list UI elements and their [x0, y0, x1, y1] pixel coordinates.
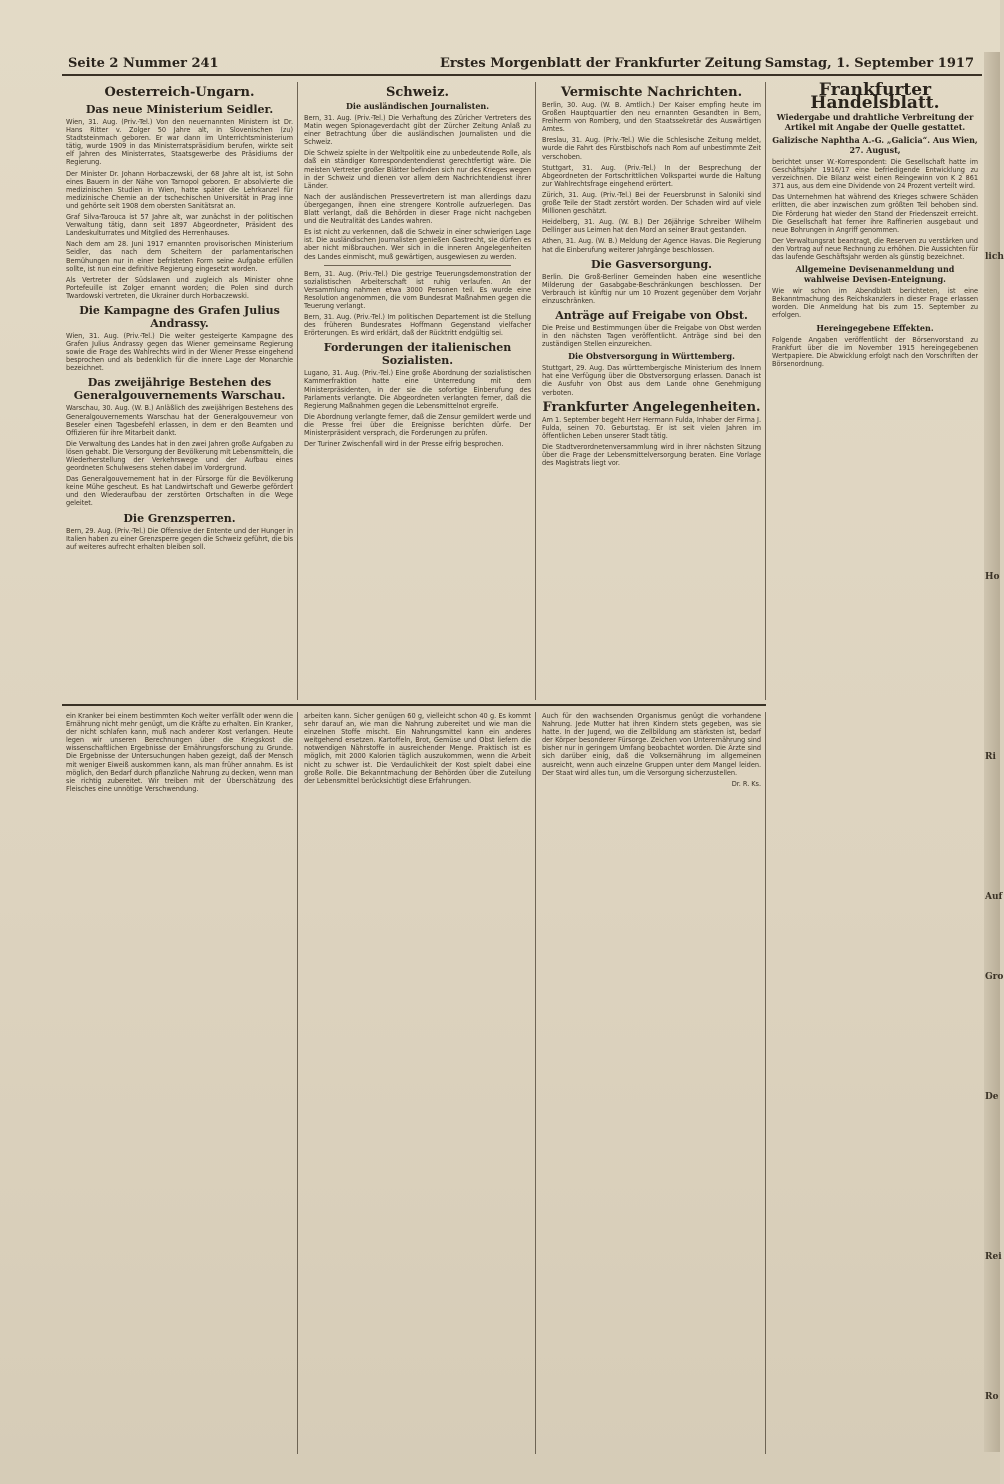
article-text: Breslau, 31. Aug. (Priv.-Tel.) Wie die Schlesische Zeitung meldet, wurde die Fahrt des Fürstbischofs nach Rom auf unbestimmte Zeit verschoben.	[542, 136, 761, 161]
article-heading: Forderungen der italienischen Sozialisten.	[323, 341, 512, 368]
article-text: Die Verwaltung des Landes hat in den zwei Jahren große Aufgaben zu lösen gehabt. Die Versorgung der Bevölkerung mit Lebensmitteln, die Wiederherstellung der Verkehrswege und der Aufbau eines geordneten Schulwesens stehen dabei im Vordergrund.	[66, 439, 293, 473]
article-text: Auch für den wachsenden Organismus genügt die vorhandene Nahrung. Jede Mutter hat ihren Kindern stets gegeben, was sie hatte. In der Jugend, wo die Zellbildung am stärksten ist, bedarf der Körper besonderer Fürsorge. Zeichen von Unterernährung sind bisher nur in geringem Umfang beobachtet worden. Die Ärzte sind sich darüber einig, daß die Volksernährung im allgemeinen ausreicht, wenn auch einzelne Gruppen unter dem Mangel leiden. Der Staat wird alles tun, um die Versorgung sicherzustellen.	[542, 712, 761, 777]
article-text: Der Minister Dr. Johann Horbaczewski, der 68 Jahre alt ist, ist Sohn eines Bauern in der Nähe von Tarnopol geboren. Er absolvierte die medizinischen Studien in Wien, hatte später die Lehrkanzel für medizinische Chemie an der tschechischen Universität in Prag inne und gehörte seit 1908 dem obersten Sanitätsrat an.	[66, 169, 293, 210]
article-text: Das Generalgouvernement hat in der Fürsorge für die Bevölkerung keine Mühe gescheut. Es hat Landwirtschaft und Gewerbe gefördert und den Wiederaufbau der zerstörten Ortschaften in die Wege geleitet.	[66, 475, 293, 508]
feuilleton-col-1	[62, 712, 298, 1454]
article-heading: Allgemeine Devisenanmeldung und wahlweise Devisen-Enteignung.	[795, 264, 955, 285]
article-text: Wie wir schon im Abendblatt berichteten, ist eine Bekanntmachung des Reichskanzlers in dieser Frage erlassen worden. Die Anmeldung hat bis zum 15. September zu erfolgen.	[772, 287, 978, 320]
divider	[324, 265, 511, 266]
column-austria-hungary	[62, 82, 298, 700]
edge-fragment: Ri	[985, 752, 996, 762]
signature: Dr. R. Ks.	[731, 779, 761, 788]
article-text: Bern, 31. Aug. (Priv.-Tel.) Die Verhaftung des Züricher Vertreters des Matin wegen Spionageverdacht gibt der Zürcher Zeitung Anlaß zu einer Betrachtung über die ausländischen Journalisten und die Schweiz.	[304, 114, 531, 147]
article-text: Die Schweiz spielte in der Weltpolitik eine zu unbedeutende Rolle, als daß ein ständiger Korrespondentendienst gerechtfertigt wäre. Die meisten Vertreter großer Blätter befinden sich nur des Krieges wegen in der Schweiz und dienen vor allem dem Nachrichtendienst ihrer Länder.	[304, 149, 531, 190]
article-heading: Das neue Ministerium Seidler.	[85, 103, 274, 116]
column-miscellaneous	[538, 82, 766, 700]
article-text: ein Kranker bei einem bestimmten Koch weiter verfällt oder wenn die Ernährung nicht mehr genügt, um die Kräfte zu erhalten. Ein Kranker, der nicht schlafen kann, muß nach anderer Kost verlangen. Heute legen wir unseren Berechnungen über die Kriegskost die wissenschaftlichen Ergebnisse der Ernährungsforschung zu Grunde. Die Ergebnisse der Untersuchungen haben gezeigt, daß der Mensch mit weniger Eiweiß auskommen kann, als man früher annahm. Es ist möglich, den Bedarf durch pflanzliche Nahrung zu decken, wenn man sie richtig zubereitet. Wir treiben mit der Überschätzung des Fleisches eine unnötige Verschwendung.	[66, 712, 293, 793]
article-text: Berlin. Die Groß-Berliner Gemeinden haben eine wesentliche Milderung der Gasabgabe-Beschränkungen beschlossen. Der Verbrauch ist künftig nur um 10 Prozent gegenüber dem Vorjahr einzuschränken.	[542, 272, 761, 305]
article-text: Der Verwaltungsrat beantragt, die Reserven zu verstärken und den Vortrag auf neue Rechnung zu erhöhen. Die Aussichten für das laufende Geschäftsjahr werden als günstig bezeichnet.	[772, 236, 978, 262]
article-text: Bern, 31. Aug. (Priv.-Tel.) Im politischen Departement ist die Stellung des früheren Bundesrates Hoffmann Gegenstand vielfacher Erörterungen. Es wird erklärt, daß der Rücktritt endgültig sei.	[304, 313, 531, 338]
article-heading: Hereingegebene Effekten.	[816, 322, 934, 333]
page-number: Seite 2 Nummer 241	[68, 56, 219, 71]
paper-title: Erstes Morgenblatt der Frankfurter Zeitung	[440, 56, 762, 71]
edge-fragment: De	[985, 1092, 999, 1102]
article-heading: Die Obstversorgung in Württemberg.	[568, 351, 735, 362]
edge-fragment: Gro	[985, 972, 1004, 982]
article-text: Stuttgart, 29. Aug. Das württembergische Ministerium des Innern hat eine Verfügung über die Obstversorgung erlassen. Danach ist die Ausfuhr von Obst aus dem Lande ohne Genehmigung verboten.	[542, 364, 761, 397]
article-heading: Die Gasversorgung.	[591, 257, 712, 271]
section-heading: Frankfurter Angelegenheiten.	[542, 399, 761, 415]
article-text: Als Vertreter der Südslawen und zugleich als Minister ohne Portefeuille ist Zolger ernannt worden; die Polen sind durch Twardowski vertreten, die Ukrainer durch Horbaczewski.	[66, 275, 293, 300]
article-text: Heidelberg, 31. Aug. (W. B.) Der 26jährige Schreiber Wilhelm Dellinger aus Leimen hat den Mord an seiner Braut gestanden.	[542, 218, 761, 235]
article-text: Der Turiner Zwischenfall wird in der Presse eifrig besprochen.	[304, 440, 504, 449]
article-text: Das Unternehmen hat während des Krieges schwere Schäden erlitten, die aber inzwischen zum größten Teil behoben sind. Die Förderung hat wieder den Stand der Friedenszeit erreicht. Die Gesellschaft hat ferner ihre Raffinerien ausgebaut und neue Bohrungen in Angriff genommen.	[772, 193, 978, 234]
article-heading: Die Kampagne des Grafen Julius Andrassy.	[79, 303, 280, 330]
article-heading: Die Grenzsperren.	[123, 511, 236, 525]
article-text: Es ist nicht zu verkennen, daß die Schweiz in einer schwierigen Lage ist. Die ausländischen Journalisten genießen Gastrecht, sie dürfen es aber nicht mißbrauchen. Wer sich in die inneren Angelegenheiten des Landes einmischt, muß gewärtigen, ausgewiesen zu werden.	[304, 228, 531, 261]
article-text: Die Preise und Bestimmungen über die Freigabe von Obst werden in den nächsten Tagen veröffentlicht. Anträge sind bei den zuständigen Stellen einzureichen.	[542, 323, 761, 349]
article-text: Stuttgart, 31. Aug. (Priv.-Tel.) In der Besprechung der Abgeordneten der Fortschrittlichen Volkspartei wurde die Haltung zur Wahlrechtsfrage eingehend erörtert.	[542, 163, 761, 188]
column-switzerland	[300, 82, 536, 700]
article-text: Am 1. September begeht Herr Hermann Fulda, Inhaber der Firma J. Fulda, seinen 70. Geburtstag. Er ist seit vielen Jahren im öffentlichen Leben unserer Stadt tätig.	[542, 415, 761, 440]
edge-fragment: Rei	[985, 1252, 1002, 1262]
column-commerce	[768, 82, 982, 700]
edge-fragment: Ho	[985, 572, 1000, 582]
feuilleton-col-3	[538, 712, 766, 1454]
article-text: Graf Silva-Tarouca ist 57 Jahre alt, war zunächst in der politischen Verwaltung tätig, dann seit 1897 Abgeordneter, Präsident des Landeskulturrates und Mitglied des Herrenhauses.	[66, 213, 293, 238]
article-heading: Das zweijährige Bestehen des Generalgouvernements Warschau.	[73, 376, 286, 403]
section-heading: Schweiz.	[385, 85, 450, 100]
issue-date: Samstag, 1. September 1917	[764, 56, 974, 71]
article-text: Wien, 31. Aug. (Priv.-Tel.) Von den neuernannten Ministern ist Dr. Hans Ritter v. Zolger 50 Jahre alt, in Slovenischen (zu) Stadtsteinmach geboren. Er war dann im Unterrichtsministerium tätig, wurde 1909 in das Ministerratspräsidium berufen, wirkte seit elf Jahren des Ministerrates, Staatsgewerbe des Präsidiums der Regierung.	[66, 118, 293, 167]
article-text: arbeiten kann. Sicher genügen 60 g, vielleicht schon 40 g. Es kommt sehr darauf an, wie man die Nahrung zubereitet und wie man die einzelnen Stoffe mischt. Ein Nahrungsmittel kann ein anderes weitgehend ersetzen. Kartoffeln, Brot, Gemüse und Obst liefern die notwendigen Nährstoffe in ausreichender Menge. Praktisch ist es möglich, mit 2000 Kalorien täglich auszukommen, wenn die Arbeit nicht zu schwer ist. Die Verdaulichkeit der Kost spielt dabei eine große Rolle. Die Bekanntmachung der Behörden über die Zuteilung der Lebensmittel berücksichtigt diese Erfahrungen.	[304, 712, 531, 785]
edge-fragment: Auf	[985, 892, 1003, 902]
edge-fragment: Ro	[985, 1392, 999, 1402]
article-text: Die Abordnung verlangte ferner, daß die Zensur gemildert werde und die Presse frei über die Ereignisse berichten dürfe. Der Ministerpräsident versprach, die Forderungen zu prüfen.	[304, 412, 531, 437]
article-text: Zürich, 31. Aug. (Priv.-Tel.) Bei der Feuersbrunst in Saloniki sind große Teile der Stadt zerstört worden. Der Schaden wird auf viele Millionen geschätzt.	[542, 190, 761, 216]
article-text: Die Stadtverordnetenversammlung wird in ihrer nächsten Sitzung über die Frage der Lebensmittelversorgung beraten. Eine Vorlage des Magistrats liegt vor.	[542, 442, 761, 468]
article-text: Nach der ausländischen Pressevertretern ist man allerdings dazu übergegangen, ihnen eine strengere Kontrolle aufzuerlegen. Das Blatt verlangt, daß die Behörden in dieser Frage nicht nachgeben und die Neutralität des Landes wahren.	[304, 192, 531, 226]
article-text: Bern, 31. Aug. (Priv.-Tel.) Die gestrige Teuerungsdemonstration der sozialistischen Arbeiterschaft ist ruhig verlaufen. An der Versammlung nahmen etwa 3000 Personen teil. Es wurde eine Resolution angenommen, die vom Bundesrat Maßnahmen gegen die Teuerung verlangt.	[304, 269, 531, 310]
article-text: Bern, 29. Aug. (Priv.-Tel.) Die Offensive der Entente und der Hunger in Italien haben zu einer Grenzsperre gegen die Schweiz geführt, die bis auf weiteres aufrecht erhalten bleiben soll.	[66, 526, 293, 551]
section-heading: Frankfurter Handelsblatt.	[810, 80, 940, 113]
article-text: Nach dem am 28. Juni 1917 ernannten provisorischen Ministerium Seidler, das nach dem Scheitern der parlamentarischen Bemühungen nur in einer befristeten Form seine Aufgabe erfüllen sollte, ist nun eine definitive Regierung eingesetzt worden.	[66, 240, 293, 273]
section-heading: Oesterreich-Ungarn.	[104, 85, 255, 100]
article-text: Folgende Angaben veröffentlicht der Börsenvorstand zu Frankfurt über die im November 1915 hereingegebenen Wertpapiere. Die Abwicklung erfolgt nach den Vorschriften der Börsenordnung.	[772, 335, 978, 368]
article-text: Wien, 31. Aug. (Priv.-Tel.) Die weiter gesteigerte Kampagne des Grafen Julius Andrassy gegen das Wiener gemeinsame Regierung sowie die Frage des Wahlrechts wird in der Wiener Presse eingehend besprochen und als bedenklich für die innere Lage der Monarchie bezeichnet.	[66, 331, 293, 373]
article-text: Lugano, 31. Aug. (Priv.-Tel.) Eine große Abordnung der sozialistischen Kammerfraktion hatte eine Unterredung mit dem Ministerpräsidenten, in der sie die sofortige Einberufung des Parlaments verlangte. Die Abgeordneten verlangten ferner, daß die Regierung Maßnahmen gegen die Lebensmittelnot ergreife.	[304, 369, 531, 410]
article-text: berichtet unser W.-Korrespondent: Die Gesellschaft hatte im Geschäftsjahr 1916/17 eine befriedigende Entwicklung zu verzeichnen. Die Bilanz weist einen Reingewinn von K 2 861 371 aus, aus dem eine Dividende von 24 Prozent verteilt wird.	[772, 158, 978, 191]
article-text: Warschau, 30. Aug. (W. B.) Anläßlich des zweijährigen Bestehens des Generalgouvernements Warschau hat der Generalgouverneur von Beseler einen Tagesbefehl erlassen, in dem er den Beamten und Offizieren für ihre Mitarbeit dankt.	[66, 404, 293, 437]
article-text: Berlin, 30. Aug. (W. B. Amtlich.) Der Kaiser empfing heute im Großen Hauptquartier den neu ernannten Gesandten in Bern, Freiherrn von Romberg, und den Staatssekretär des Auswärtigen Amtes.	[542, 101, 761, 134]
edge-fragment: lich	[985, 252, 1004, 262]
article-text: Athen, 31. Aug. (W. B.) Meldung der Agence Havas. Die Regierung hat die Einberufung weiterer Jahrgänge beschlossen.	[542, 237, 761, 254]
article-heading: Die ausländischen Journalisten.	[345, 101, 490, 111]
feuilleton-col-2	[300, 712, 536, 1454]
section-heading: Vermischte Nachrichten.	[560, 85, 743, 100]
article-heading: Anträge auf Freigabe von Obst.	[555, 308, 748, 322]
section-note: Wiedergabe und drahtliche Verbreitung der Artikel mit Angabe der Quelle gestattet.	[776, 112, 974, 132]
masthead	[62, 52, 982, 76]
article-heading: Galizische Naphtha A.-G. „Galicia“. Aus Wien, 27. August,	[772, 135, 978, 155]
adjacent-page-edge	[984, 52, 1004, 1452]
horizontal-rule	[62, 704, 766, 706]
